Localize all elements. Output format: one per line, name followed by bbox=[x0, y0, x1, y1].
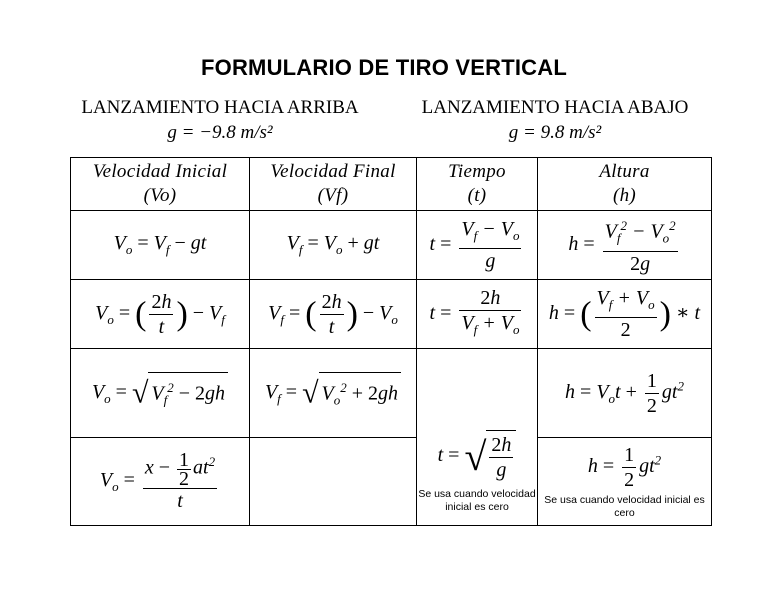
formula-h-3: $h = V_ot$ + $\frac{1}{2}$ $gt^2$ bbox=[538, 349, 712, 438]
upward-heading: LANZAMIENTO HACIA ARRIBA bbox=[81, 97, 359, 118]
formula-h-1: h = $\frac{V_f^2 - V_o^2}{2g}$ bbox=[538, 211, 712, 280]
downward-gravity: g = 9.8 m/s² bbox=[508, 122, 602, 143]
upward-gravity: g = −9.8 m/s² bbox=[167, 122, 273, 143]
formula-t-3: t = √ $\frac{2h}{g}$ Se usa cuando velocidad inicial es cero bbox=[417, 349, 538, 526]
header-height: Altura (h) bbox=[538, 158, 712, 211]
downward-heading: LANZAMIENTO HACIA ABAJO bbox=[421, 97, 689, 118]
formula-vo-4: $V_o$ = x − $\frac{1}{2}$ $at^2$ t bbox=[71, 438, 250, 526]
formula-vo-1: $V_o = V_f$ − gt bbox=[71, 211, 250, 280]
formula-row-1 bbox=[71, 211, 712, 280]
formula-row-3 bbox=[71, 349, 712, 438]
formula-t-1: t = $\frac{V_f - V_o}{g}$ bbox=[417, 211, 538, 280]
formula-vf-1: $V_f = V_o$ + gt bbox=[250, 211, 417, 280]
upward-section-header bbox=[60, 95, 380, 145]
page-title: FORMULARIO DE TIRO VERTICAL bbox=[201, 55, 567, 80]
header-row bbox=[71, 158, 712, 211]
header-final-velocity: Velocidad Final (Vf) bbox=[250, 158, 417, 211]
formula-vf-3: $V_f$ = √ $V_o^2 + 2gh$ bbox=[250, 349, 417, 438]
formula-t-2: t = $\frac{2h}{V_f + V_o}$ bbox=[417, 280, 538, 349]
empty-cell bbox=[250, 438, 417, 526]
header-initial-velocity: Velocidad Inicial (Vo) bbox=[71, 158, 250, 211]
formula-h-2: h = ( $\frac{V_f + V_o}{2}$ ) ∗ t bbox=[538, 280, 712, 349]
header-time: Tiempo (t) bbox=[417, 158, 538, 211]
time-note: Se usa cuando velocidad inicial es cero bbox=[418, 488, 536, 513]
height-note: Se usa cuando velocidad inicial es cero bbox=[544, 494, 705, 519]
formula-table bbox=[70, 157, 712, 526]
formula-vo-2: $V_o$ = ( $\frac{2h}{t}$ ) − $V_f$ bbox=[71, 280, 250, 349]
formula-vo-3: $V_o$ = √ $V_f^2 - 2gh$ bbox=[71, 349, 250, 438]
formula-row-2 bbox=[71, 280, 712, 349]
formula-row-4 bbox=[71, 438, 712, 526]
formula-h-4: h = $\frac{1}{2}$ $gt^2$ Se usa cuando velocidad inicial es cero bbox=[538, 438, 712, 526]
downward-section-header bbox=[400, 95, 710, 145]
formula-vf-2: $V_f$ = ( $\frac{2h}{t}$ ) − $V_o$ bbox=[250, 280, 417, 349]
